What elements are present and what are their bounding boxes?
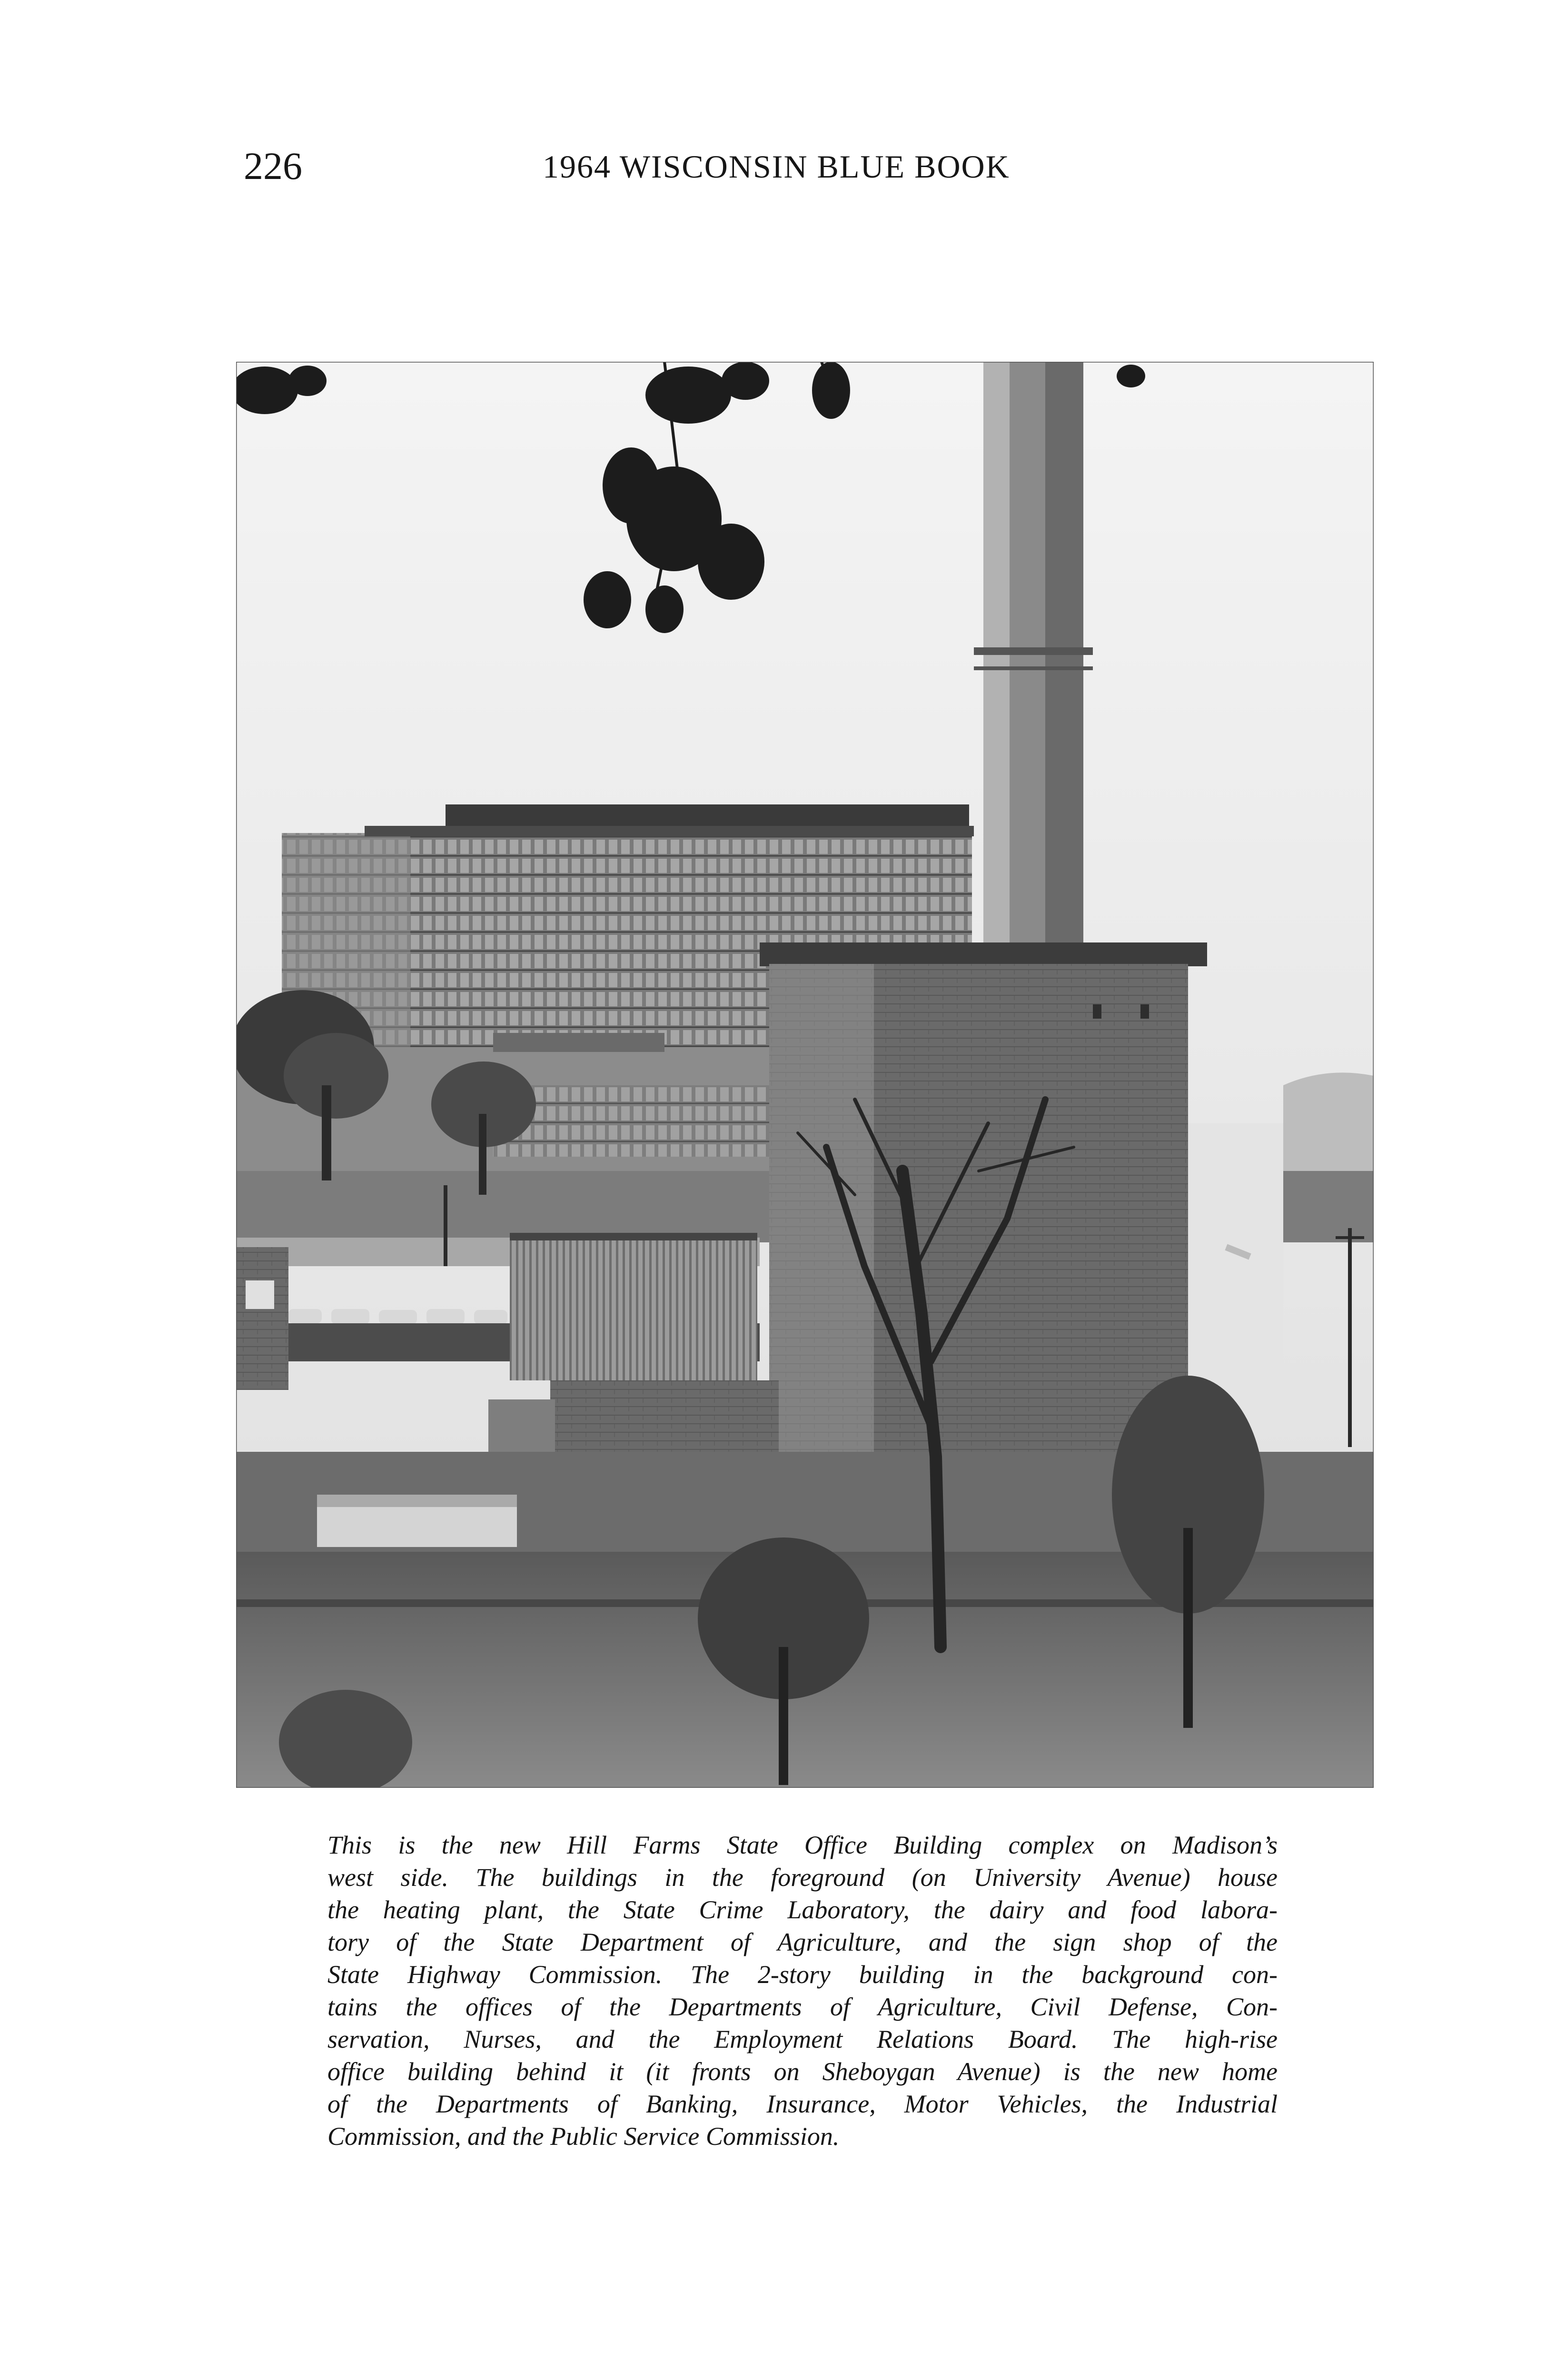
page-number: 226: [244, 144, 302, 188]
caption-line: State Highway Commission. The 2-story building in the background con-: [327, 1960, 1278, 1989]
caption-line: tains the offices of the Departments of Agriculture, Civil Defense, Con-: [327, 1993, 1278, 2021]
caption-line: This is the new Hill Farms State Office Building complex on Madison’s: [327, 1831, 1278, 1859]
caption-line: west side. The buildings in the foreground (on University Avenue) house: [327, 1863, 1278, 1892]
caption-line: servation, Nurses, and the Employment Relations Board. The high-rise: [327, 2025, 1278, 2053]
photo-caption: [327, 1829, 1278, 2152]
running-head: 1964 WISCONSIN BLUE BOOK: [543, 149, 1010, 185]
caption-line: Commission, and the Public Service Commission.: [327, 2122, 840, 2151]
caption-line: tory of the State Department of Agriculture, and the sign shop of the: [327, 1928, 1278, 1956]
caption-line: office building behind it (it fronts on Sheboygan Avenue) is the new home: [327, 2057, 1278, 2086]
caption-line: the heating plant, the State Crime Laboratory, the dairy and food labora-: [327, 1895, 1278, 1924]
building-photograph: [236, 362, 1374, 1788]
caption-line: of the Departments of Banking, Insurance, Motor Vehicles, the Industrial: [327, 2090, 1278, 2118]
